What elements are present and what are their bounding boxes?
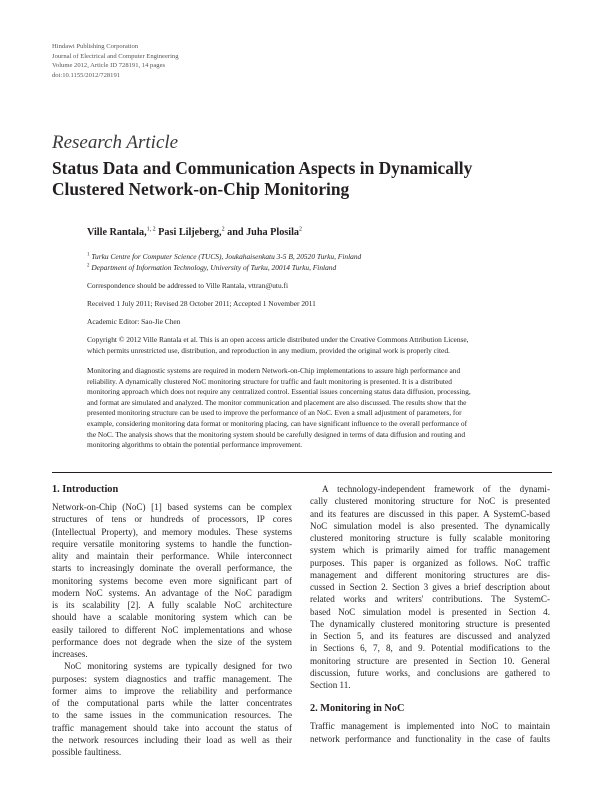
body-line: easily tailored to different NoC implementations and whose xyxy=(52,624,292,635)
abstract xyxy=(87,366,471,451)
abstract-line: Monitoring and diagnostic systems are required in modern Network-on-Chip implementations to assure high performance and xyxy=(87,366,461,375)
body-line: cussed in Section 2. Section 3 gives a brief description about xyxy=(310,582,550,592)
body-line: based NoC simulation model is presented in Section 4. xyxy=(310,606,550,617)
body-line: network performance and functionality in the case of faults xyxy=(310,733,550,744)
abstract-line: monitoring algorithms to obtain the potential performance improvement. xyxy=(87,440,303,450)
right-column xyxy=(310,483,550,745)
article-category: Research Article xyxy=(52,132,179,153)
body-line: possible faultiness. xyxy=(52,747,122,757)
affiliation-mark: 1 xyxy=(87,252,90,258)
body-line: Traffic management is implemented into NoC to maintain xyxy=(310,721,550,732)
body-line: purposes. This paper is organized as follows. NoC traffic xyxy=(310,557,550,568)
academic-editor: Academic Editor: Sao-Jie Chen xyxy=(87,317,181,326)
body-line: in Section 5, and its features are discussed and analyzed xyxy=(310,631,550,641)
copyright-line: Copyright © 2012 Ville Rantala et al. This is an open access article distributed under the Creative Commons Attribution License, xyxy=(87,335,469,344)
affiliation xyxy=(87,252,361,261)
doi: doi:10.1155/2012/728191 xyxy=(52,71,121,79)
body-line: starts to increasingly dominate the overall performance, the xyxy=(52,563,292,574)
body-line: performance does not degrade when the size of the system xyxy=(52,636,292,647)
volume-info: Volume 2012, Article ID 728191, 14 pages xyxy=(52,62,166,70)
body-line: NoC simulation model is also presented. The dynamically xyxy=(310,520,550,531)
author-affiliation-mark: 1, 2 xyxy=(146,226,156,233)
abstract-line: and format are simulated and analyzed. The monitor communication and placement are also discussed. The results show that the xyxy=(87,397,467,407)
affiliation xyxy=(87,263,336,272)
body-line: traffic management should take into account the status of xyxy=(52,722,292,733)
body-line: monitoring structure are presented in Section 10. General xyxy=(310,655,550,666)
article-title xyxy=(52,158,532,200)
body-line: in Sections 6, 7, 8, and 9. Potential modifications to the xyxy=(310,643,550,654)
body-line: increases. xyxy=(52,649,88,659)
body-line: structures of tens or hundreds of processors, IP cores xyxy=(52,514,292,525)
body-line: NoC monitoring systems are typically designed for two xyxy=(64,661,292,672)
body-line: ality and maintain their performance. While interconnect xyxy=(52,551,292,561)
abstract-line: monitoring approach which does not require any centralized control. Essential issues concerning status data diffusion, processing, xyxy=(87,387,471,397)
body-line: former aims to improve the reliability and performance xyxy=(52,685,292,696)
affiliation-mark: 2 xyxy=(87,263,90,269)
body-line: cally clustered monitoring structure for NoC is presented xyxy=(310,496,550,507)
author-name: Pasi Liljeberg, xyxy=(155,227,222,238)
publisher: Hindawi Publishing Corporation xyxy=(52,43,139,50)
journal-name: Journal of Electrical and Computer Engineering xyxy=(52,52,179,60)
body-line: require versatile monitoring systems to handle the function- xyxy=(52,538,292,549)
abstract-line: reliability. A dynamically clustered NoC monitoring structure for traffic and fault monitoring is presented. It is a distributed xyxy=(87,376,452,386)
article-dates: Received 1 July 2011; Revised 28 October 2011; Accepted 1 November 2011 xyxy=(87,299,316,308)
body-line: purposes: system diagnostics and traffic management. The xyxy=(52,673,292,684)
body-line: (Intellectual Property), and memory modules. These systems xyxy=(52,526,292,537)
journal-header xyxy=(52,42,179,80)
abstract-line: the NoC. The analysis shows that the monitoring system should be carefully designed in terms of data diffusion and routing and xyxy=(87,429,466,439)
body-line: A technology-independent framework of the dynami- xyxy=(322,484,550,494)
body-line: of the computational parts while the latter concentrates xyxy=(52,698,292,708)
body-line: system which is primarily aimed for traffic management xyxy=(310,545,550,556)
body-line: the network resources including their load as well as their xyxy=(52,734,292,745)
correspondence: Correspondence should be addressed to Ville Rantala, vttran@utu.fi xyxy=(87,281,289,290)
body-line: management and different monitoring structures are dis- xyxy=(310,569,550,580)
section-heading: 2. Monitoring in NoC xyxy=(310,703,405,715)
body-line: monitoring systems become even more significant part of xyxy=(52,575,292,586)
affiliation-text: Department of Information Technology, University of Turku, 20014 Turku, Finland xyxy=(89,263,337,272)
body-line: Section 11. xyxy=(310,680,351,690)
body-line: clustered monitoring structure is fully scalable monitoring xyxy=(310,533,550,543)
body-line: related works and writers' contributions. The SystemC- xyxy=(310,594,550,605)
body-line: The dynamically clustered monitoring structure is presented xyxy=(310,618,550,629)
section-divider xyxy=(52,472,552,473)
abstract-line: example, considering monitoring data format or monitoring placing, can have significant influence to the overall performance of xyxy=(87,418,468,428)
body-line: to the same issues in the communication resources. The xyxy=(52,710,292,721)
affiliation-text: Turku Centre for Computer Science (TUCS), Joukahaisenkatu 3-5 B, 20520 Turku, Finland xyxy=(89,252,362,261)
copyright-notice xyxy=(87,335,552,357)
author-affiliation-mark: 2 xyxy=(299,226,303,233)
body-line: Network-on-Chip (NoC) [1] based systems can be complex xyxy=(52,502,292,512)
author-affiliation-mark: 2 xyxy=(221,226,225,233)
abstract-line: presented monitoring structure can be used to improve the performance of an NoC. Even a small adjustment of parameters, for xyxy=(87,408,462,418)
author-list xyxy=(87,227,302,238)
paragraph-gap xyxy=(310,691,550,702)
body-line: modern NoC systems. An advantage of the NoC paradigm xyxy=(52,587,292,598)
copyright-line: which permits unrestricted use, distribution, and reproduction in any medium, provided the original work is properly cited. xyxy=(87,345,450,355)
title-line: Clustered Network-on-Chip Monitoring xyxy=(52,179,350,199)
author-name: Ville Rantala, xyxy=(87,227,147,238)
body-line: discussion, future works, and conclusions are gathered to xyxy=(310,667,550,678)
left-column xyxy=(52,483,292,758)
body-line: is its scalability [2]. A fully scalable NoC architecture xyxy=(52,600,292,610)
author-name: and Juha Plosila xyxy=(224,227,300,238)
title-line: Status Data and Communication Aspects in Dynamically xyxy=(52,158,473,178)
body-line: should have a scalable monitoring system which can be xyxy=(52,612,292,623)
body-line: and its features are discussed in this paper. A SystemC-based xyxy=(310,508,550,519)
section-heading: 1. Introduction xyxy=(52,484,119,495)
